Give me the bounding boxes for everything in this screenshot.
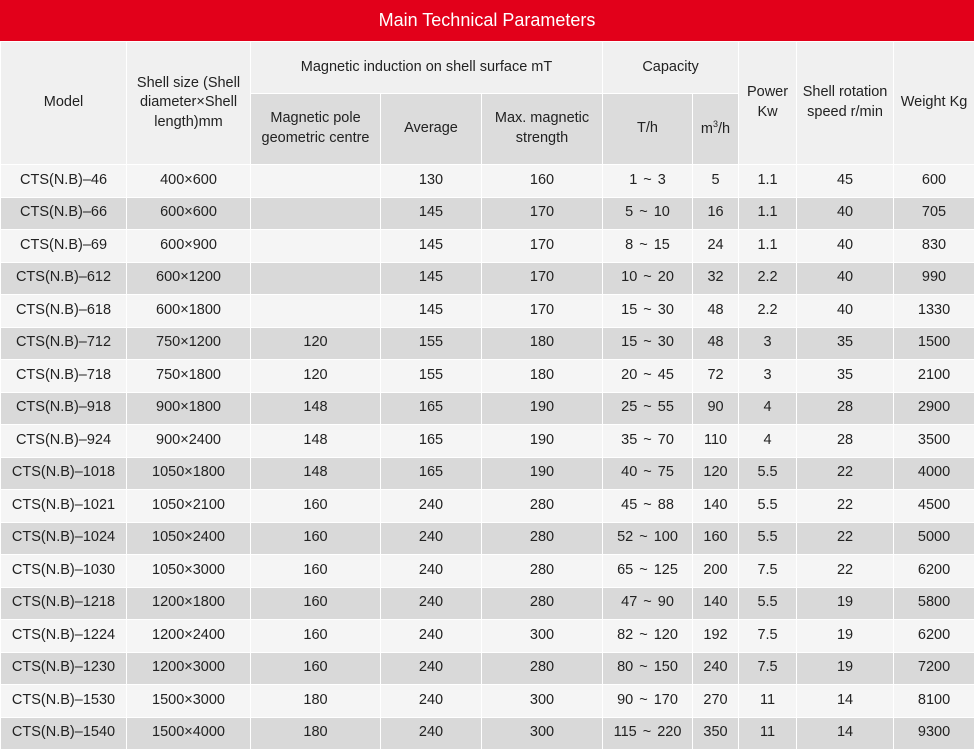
cell-max-strength: 300	[482, 717, 603, 750]
capacity-min: 5	[625, 204, 634, 221]
cell-max-strength: 280	[482, 555, 603, 588]
capacity-max: 45	[657, 366, 674, 383]
table-row	[1, 197, 974, 230]
cell-capacity-m3h: 240	[693, 652, 739, 685]
range-separator: ~	[639, 561, 648, 578]
capacity-min: 65	[617, 561, 634, 578]
capacity-min: 15	[621, 301, 638, 318]
capacity-max: 75	[657, 464, 674, 481]
cell-model: CTS(N.B)–718	[1, 360, 127, 393]
cell-rotation-speed: 19	[797, 587, 894, 620]
cell-magnetic-pole: 160	[251, 490, 381, 523]
cell-capacity-m3h: 120	[693, 457, 739, 490]
cell-magnetic-pole: 160	[251, 620, 381, 653]
cell-capacity-th	[603, 490, 693, 523]
table-row	[1, 652, 974, 685]
capacity-min: 15	[621, 334, 638, 351]
header-shell-size: Shell size (Shell diameter×Shell length)mm	[127, 42, 251, 165]
table-row	[1, 165, 974, 198]
capacity-min: 80	[617, 659, 634, 676]
technical-parameters-table	[0, 41, 974, 750]
capacity-max: 10	[653, 204, 670, 221]
capacity-min: 47	[621, 594, 638, 611]
cell-power: 5.5	[739, 490, 797, 523]
capacity-max: 220	[657, 724, 682, 741]
cell-weight: 8100	[894, 685, 974, 718]
cell-model: CTS(N.B)–712	[1, 327, 127, 360]
table-row	[1, 490, 974, 523]
cell-model: CTS(N.B)–1530	[1, 685, 127, 718]
cell-capacity-th	[603, 262, 693, 295]
cell-model: CTS(N.B)–618	[1, 295, 127, 328]
cell-capacity-th	[603, 425, 693, 458]
cell-shell-size: 400×600	[127, 165, 251, 198]
range-separator: ~	[643, 301, 652, 318]
cell-rotation-speed: 22	[797, 555, 894, 588]
table-row	[1, 587, 974, 620]
cell-capacity-m3h: 200	[693, 555, 739, 588]
cell-magnetic-pole: 148	[251, 425, 381, 458]
cell-model: CTS(N.B)–1218	[1, 587, 127, 620]
cell-power: 1.1	[739, 230, 797, 263]
cell-shell-size: 750×1800	[127, 360, 251, 393]
cell-magnetic-pole: 148	[251, 457, 381, 490]
cell-capacity-th	[603, 685, 693, 718]
cell-magnetic-pole: 160	[251, 522, 381, 555]
header-weight: Weight Kg	[894, 42, 974, 165]
table-row	[1, 360, 974, 393]
table-row	[1, 555, 974, 588]
cell-average: 155	[381, 360, 482, 393]
capacity-min: 20	[621, 366, 638, 383]
cell-weight: 990	[894, 262, 974, 295]
cell-capacity-th	[603, 230, 693, 263]
table-row	[1, 262, 974, 295]
header-capacity-m3h: $m^3/h$	[693, 94, 739, 165]
range-separator: ~	[639, 626, 648, 643]
cell-model: CTS(N.B)–66	[1, 197, 127, 230]
cell-model: CTS(N.B)–1540	[1, 717, 127, 750]
table-row	[1, 620, 974, 653]
cell-capacity-m3h: 5	[693, 165, 739, 198]
cell-capacity-th	[603, 457, 693, 490]
capacity-min: 8	[625, 236, 634, 253]
range-separator: ~	[639, 204, 648, 221]
cell-model: CTS(N.B)–1230	[1, 652, 127, 685]
cell-shell-size: 1050×1800	[127, 457, 251, 490]
cell-rotation-speed: 40	[797, 262, 894, 295]
cell-shell-size: 1200×3000	[127, 652, 251, 685]
cell-magnetic-pole	[251, 295, 381, 328]
table-row	[1, 425, 974, 458]
cell-average: 240	[381, 587, 482, 620]
cell-weight: 5800	[894, 587, 974, 620]
cell-model: CTS(N.B)–1224	[1, 620, 127, 653]
cell-average: 240	[381, 717, 482, 750]
capacity-min: 82	[617, 626, 634, 643]
cell-capacity-th	[603, 295, 693, 328]
cell-weight: 6200	[894, 555, 974, 588]
capacity-max: 30	[657, 301, 674, 318]
cell-capacity-th	[603, 522, 693, 555]
cell-shell-size: 1500×3000	[127, 685, 251, 718]
cell-shell-size: 1050×2100	[127, 490, 251, 523]
capacity-min: 40	[621, 464, 638, 481]
cell-model: CTS(N.B)–69	[1, 230, 127, 263]
capacity-max: 150	[653, 659, 678, 676]
cell-capacity-th	[603, 717, 693, 750]
cell-weight: 7200	[894, 652, 974, 685]
table-row	[1, 457, 974, 490]
cell-power: 5.5	[739, 522, 797, 555]
cell-rotation-speed: 45	[797, 165, 894, 198]
cell-average: 240	[381, 652, 482, 685]
capacity-max: 90	[657, 594, 674, 611]
cell-max-strength: 300	[482, 620, 603, 653]
header-max-strength: Max. magnetic strength	[482, 94, 603, 165]
header-model: Model	[1, 42, 127, 165]
cell-max-strength: 170	[482, 262, 603, 295]
cell-rotation-speed: 40	[797, 197, 894, 230]
cell-weight: 1330	[894, 295, 974, 328]
table-body	[1, 165, 974, 750]
cell-rotation-speed: 22	[797, 522, 894, 555]
cell-shell-size: 900×2400	[127, 425, 251, 458]
page-title: Main Technical Parameters	[0, 0, 974, 41]
cell-rotation-speed: 19	[797, 620, 894, 653]
cell-magnetic-pole: 120	[251, 327, 381, 360]
table-row	[1, 295, 974, 328]
cell-weight: 2100	[894, 360, 974, 393]
cell-capacity-th	[603, 327, 693, 360]
cell-power: 3	[739, 360, 797, 393]
cell-max-strength: 300	[482, 685, 603, 718]
cell-rotation-speed: 28	[797, 392, 894, 425]
range-separator: ~	[643, 431, 652, 448]
cell-max-strength: 280	[482, 652, 603, 685]
cell-model: CTS(N.B)–1021	[1, 490, 127, 523]
capacity-max: 3	[657, 171, 666, 188]
cell-max-strength: 170	[482, 295, 603, 328]
cell-power: 3	[739, 327, 797, 360]
range-separator: ~	[643, 269, 652, 286]
cell-shell-size: 1200×2400	[127, 620, 251, 653]
range-separator: ~	[643, 171, 652, 188]
cell-shell-size: 1200×1800	[127, 587, 251, 620]
cell-capacity-th	[603, 360, 693, 393]
cell-power: 11	[739, 685, 797, 718]
cell-model: CTS(N.B)–1024	[1, 522, 127, 555]
cell-average: 145	[381, 197, 482, 230]
cell-max-strength: 170	[482, 197, 603, 230]
cell-rotation-speed: 35	[797, 327, 894, 360]
capacity-min: 115	[613, 724, 637, 741]
cell-weight: 1500	[894, 327, 974, 360]
capacity-min: 1	[629, 171, 638, 188]
header-rotation-speed: Shell rotation speed r/min	[797, 42, 894, 165]
cell-power: 2.2	[739, 295, 797, 328]
cell-capacity-th	[603, 652, 693, 685]
cell-capacity-m3h: 24	[693, 230, 739, 263]
capacity-max: 55	[657, 399, 674, 416]
capacity-max: 125	[653, 561, 678, 578]
capacity-max: 30	[657, 334, 674, 351]
cell-weight: 9300	[894, 717, 974, 750]
range-separator: ~	[643, 334, 652, 351]
cell-magnetic-pole	[251, 262, 381, 295]
cell-capacity-th	[603, 587, 693, 620]
range-separator: ~	[643, 399, 652, 416]
cell-weight: 705	[894, 197, 974, 230]
cell-capacity-m3h: 110	[693, 425, 739, 458]
range-separator: ~	[639, 659, 648, 676]
cell-shell-size: 750×1200	[127, 327, 251, 360]
cell-power: 1.1	[739, 197, 797, 230]
cell-weight: 4500	[894, 490, 974, 523]
cell-shell-size: 1050×3000	[127, 555, 251, 588]
cell-shell-size: 600×900	[127, 230, 251, 263]
cell-rotation-speed: 22	[797, 457, 894, 490]
cell-shell-size: 600×600	[127, 197, 251, 230]
cell-weight: 5000	[894, 522, 974, 555]
cell-power: 1.1	[739, 165, 797, 198]
capacity-max: 170	[653, 691, 678, 708]
cell-average: 240	[381, 490, 482, 523]
cell-average: 240	[381, 685, 482, 718]
cell-capacity-m3h: 270	[693, 685, 739, 718]
cell-weight: 830	[894, 230, 974, 263]
cell-capacity-m3h: 32	[693, 262, 739, 295]
cell-model: CTS(N.B)–1018	[1, 457, 127, 490]
table-row	[1, 522, 974, 555]
cell-capacity-th	[603, 392, 693, 425]
cell-average: 240	[381, 555, 482, 588]
cell-model: CTS(N.B)–918	[1, 392, 127, 425]
range-separator: ~	[643, 594, 652, 611]
header-magnetic-pole: Magnetic pole geometric centre	[251, 94, 381, 165]
cell-rotation-speed: 35	[797, 360, 894, 393]
cell-weight: 6200	[894, 620, 974, 653]
capacity-min: 35	[621, 431, 638, 448]
range-separator: ~	[642, 724, 652, 741]
cell-capacity-m3h: 48	[693, 327, 739, 360]
cell-capacity-m3h: 72	[693, 360, 739, 393]
cell-magnetic-pole: 120	[251, 360, 381, 393]
cell-max-strength: 280	[482, 490, 603, 523]
range-separator: ~	[643, 464, 652, 481]
range-separator: ~	[639, 236, 648, 253]
header-capacity-th: T/h	[603, 94, 693, 165]
cell-capacity-m3h: 140	[693, 490, 739, 523]
capacity-max: 70	[657, 431, 674, 448]
cell-rotation-speed: 19	[797, 652, 894, 685]
cell-power: 7.5	[739, 620, 797, 653]
cell-average: 145	[381, 230, 482, 263]
cell-max-strength: 280	[482, 522, 603, 555]
cell-model: CTS(N.B)–612	[1, 262, 127, 295]
cell-weight: 600	[894, 165, 974, 198]
cell-capacity-th	[603, 555, 693, 588]
table-row	[1, 230, 974, 263]
cell-shell-size: 600×1200	[127, 262, 251, 295]
cell-shell-size: 900×1800	[127, 392, 251, 425]
capacity-max: 100	[653, 529, 678, 546]
range-separator: ~	[643, 496, 652, 513]
cell-average: 130	[381, 165, 482, 198]
cell-max-strength: 180	[482, 327, 603, 360]
range-separator: ~	[639, 529, 648, 546]
cell-power: 2.2	[739, 262, 797, 295]
cell-rotation-speed: 14	[797, 685, 894, 718]
cell-power: 7.5	[739, 652, 797, 685]
cell-max-strength: 180	[482, 360, 603, 393]
range-separator: ~	[639, 691, 648, 708]
cell-magnetic-pole: 180	[251, 685, 381, 718]
cell-capacity-m3h: 350	[693, 717, 739, 750]
header-capacity: Capacity	[603, 42, 739, 94]
cell-capacity-m3h: 90	[693, 392, 739, 425]
cell-capacity-m3h: 48	[693, 295, 739, 328]
cell-power: 7.5	[739, 555, 797, 588]
capacity-min: 52	[617, 529, 634, 546]
cell-shell-size: 1500×4000	[127, 717, 251, 750]
capacity-max: 88	[657, 496, 674, 513]
capacity-max: 120	[653, 626, 678, 643]
cell-power: 4	[739, 392, 797, 425]
header-average: Average	[381, 94, 482, 165]
cell-magnetic-pole	[251, 197, 381, 230]
cell-max-strength: 190	[482, 457, 603, 490]
cell-power: 11	[739, 717, 797, 750]
cell-weight: 2900	[894, 392, 974, 425]
cell-weight: 4000	[894, 457, 974, 490]
cell-power: 5.5	[739, 587, 797, 620]
capacity-min: 90	[617, 691, 634, 708]
cell-capacity-m3h: 160	[693, 522, 739, 555]
cell-model: CTS(N.B)–46	[1, 165, 127, 198]
cell-capacity-m3h: 192	[693, 620, 739, 653]
cell-power: 5.5	[739, 457, 797, 490]
cell-average: 165	[381, 425, 482, 458]
cell-capacity-m3h: 16	[693, 197, 739, 230]
capacity-min: 25	[621, 399, 638, 416]
cell-average: 145	[381, 262, 482, 295]
cell-shell-size: 600×1800	[127, 295, 251, 328]
cell-capacity-th	[603, 620, 693, 653]
cell-magnetic-pole	[251, 165, 381, 198]
cell-weight: 3500	[894, 425, 974, 458]
cell-magnetic-pole	[251, 230, 381, 263]
cell-average: 155	[381, 327, 482, 360]
cell-model: CTS(N.B)–924	[1, 425, 127, 458]
cell-rotation-speed: 40	[797, 230, 894, 263]
cell-rotation-speed: 14	[797, 717, 894, 750]
cell-rotation-speed: 28	[797, 425, 894, 458]
cell-max-strength: 190	[482, 392, 603, 425]
cell-average: 145	[381, 295, 482, 328]
capacity-max: 15	[653, 236, 670, 253]
cell-capacity-th	[603, 197, 693, 230]
capacity-min: 10	[621, 269, 638, 286]
cell-shell-size: 1050×2400	[127, 522, 251, 555]
cell-magnetic-pole: 180	[251, 717, 381, 750]
cell-power: 4	[739, 425, 797, 458]
cell-average: 240	[381, 522, 482, 555]
capacity-max: 20	[657, 269, 674, 286]
cell-average: 165	[381, 457, 482, 490]
header-magnetic-induction: Magnetic induction on shell surface mT	[251, 42, 603, 94]
cell-magnetic-pole: 160	[251, 555, 381, 588]
table-row	[1, 327, 974, 360]
cell-max-strength: 190	[482, 425, 603, 458]
capacity-min: 45	[621, 496, 638, 513]
cell-magnetic-pole: 160	[251, 587, 381, 620]
cell-rotation-speed: 40	[797, 295, 894, 328]
range-separator: ~	[643, 366, 652, 383]
table-row	[1, 392, 974, 425]
cell-average: 165	[381, 392, 482, 425]
cell-max-strength: 170	[482, 230, 603, 263]
cell-capacity-th	[603, 165, 693, 198]
cell-magnetic-pole: 148	[251, 392, 381, 425]
cell-model: CTS(N.B)–1030	[1, 555, 127, 588]
cell-max-strength: 280	[482, 587, 603, 620]
cell-rotation-speed: 22	[797, 490, 894, 523]
cell-max-strength: 160	[482, 165, 603, 198]
header-power: Power Kw	[739, 42, 797, 165]
cell-average: 240	[381, 620, 482, 653]
table-row	[1, 685, 974, 718]
cell-magnetic-pole: 160	[251, 652, 381, 685]
table-row	[1, 717, 974, 750]
cell-capacity-m3h: 140	[693, 587, 739, 620]
